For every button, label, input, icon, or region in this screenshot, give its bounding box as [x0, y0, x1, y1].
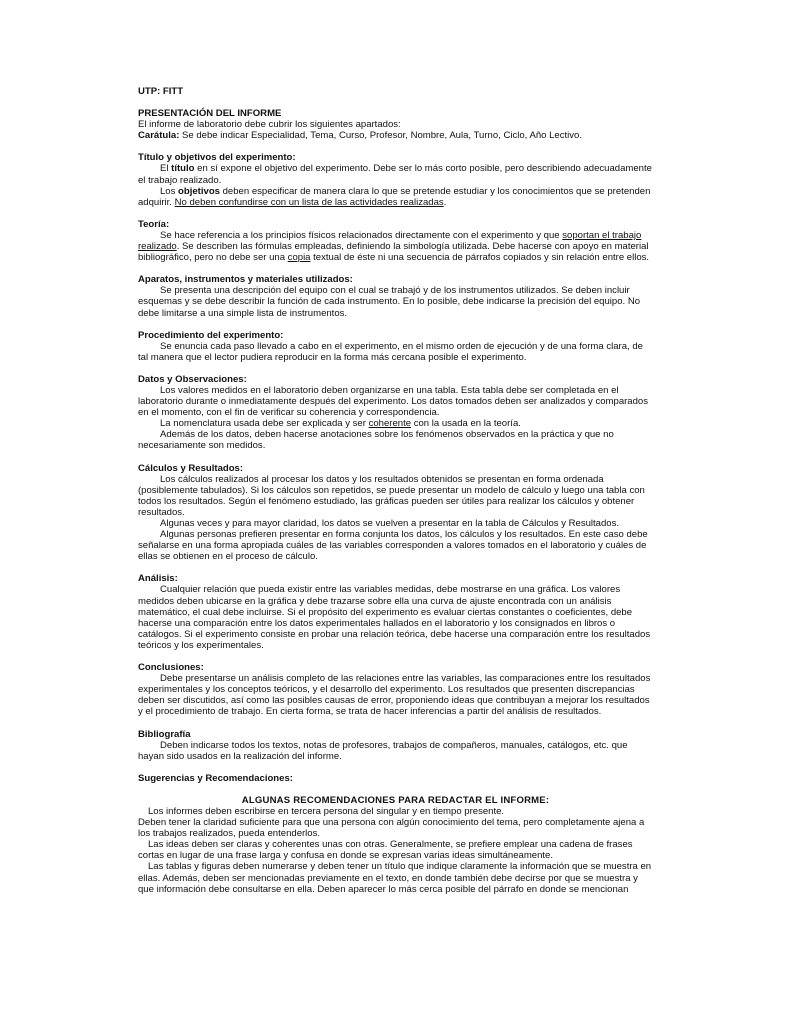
underlined-text: copia [287, 252, 311, 264]
presentacion-heading: PRESENTACIÓN DEL INFORME [138, 108, 282, 120]
titulo-paragraph-1 [138, 163, 653, 185]
conclusiones-paragraph: Debe presentarse un análisis completo de las relaciones entre las variables, las comparaciones entre los resultados experimentales y los conceptos teóricos, y el desarrollo del experimento. Los resultados que presenten discrepancias deben ser discutidos, así como las posibles causas de error, proponiendo ideas que contribuyan a mejorar los resultados y el procedimiento de trabajo. En cierta forma, se trata de hacer inferencias a partir del análisis de resultados. [138, 673, 651, 718]
calculos-paragraph-1: Los cálculos realizados al procesar los datos y los resultados obtenidos se presentan en forma ordenada (posiblemente tabulados). Si los cálculos son repetidos, se puede presentar un modelo de cálculo y luego una tabla con todos los resultados. Según el fenómeno estudiado, las gráficas pueden ser útiles para realizar los cálculos y obtener resultados. [138, 473, 645, 518]
teoria-paragraph [138, 230, 653, 263]
text-run: . [443, 196, 447, 208]
aparatos-heading: Aparatos, instrumentos y materiales utilizados: [138, 274, 353, 286]
recomendaciones-paragraph-2: Deben tener la claridad suficiente para que una persona con algún conocimiento del tema, pero completamente ajena a los trabajos realizados, pueda entenderlos. [138, 817, 645, 840]
calculos-paragraph-3: Algunas personas prefieren presentar en forma conjunta los datos, los cálculos y los resultados. En este caso debe señalarse en una forma apropiada cuáles de las variables corresponden a valores tomados en el laboratorio y cuáles de ellas se obtienen en el proceso de cálculo. [138, 529, 648, 563]
recomendaciones-heading: ALGUNAS RECOMENDACIONES PARA REDACTAR EL INFORME: [241, 794, 550, 806]
text-run: deben especificar de manera clara lo que se pretende estudiar y los conocimientos que se pretenden adquirir. [138, 185, 651, 208]
aparatos-paragraph: Se presenta una descripción del equipo con el cual se trabajó y de los instrumentos utilizados. Se deben incluir esquemas y se debe describir la función de cada instrumento. En lo posible, debe indicarse la precisión del equipo. No debe limitarse a una simple lista de instrumentos. [138, 285, 641, 319]
titulo-paragraph-2 [138, 186, 653, 208]
bold-term: título [171, 163, 195, 175]
bibliografia-heading: Bibliografía [138, 728, 191, 740]
text-run: . Se describen las fórmulas empleadas, definiendo la simbología utilizada. Debe hacerse con apoyo en material bibliográfico, pero no debe ser una [138, 241, 649, 264]
calculos-paragraph-2: Algunas veces y para mayor claridad, los datos se vuelven a presentar en la tabla de Cálculos y Resultados. [160, 518, 620, 529]
text-run: La nomenclatura usada debe ser explicada y ser [160, 418, 369, 430]
recomendaciones-paragraph-3: Las ideas deben ser claras y coherentes unas con otras. Generalmente, se prefiere emplear una cadena de frases cortas en lugar de una frase larga y confusa en donde se expresan varias ideas simultáneamente. [138, 839, 633, 862]
text-run: textual de éste ni una secuencia de párrafos copiados y sin relación entre ellos. [310, 252, 650, 264]
text-run: Se hace referencia a los principios físicos relacionados directamente con el experimento y que [160, 229, 563, 241]
text-run: Los [160, 185, 179, 197]
text-run: El [160, 163, 172, 175]
underlined-text: soportan el trabajo realizado [138, 229, 642, 253]
caratula-text: Se debe indicar Especialidad, Tema, Curso, Profesor, Nombre, Aula, Turno, Ciclo, Año Lectivo. [179, 130, 582, 142]
presentacion-intro: El informe de laboratorio debe cubrir los siguientes apartados: [138, 119, 401, 131]
analisis-heading: Análisis: [138, 573, 178, 585]
teoria-heading: Teoría: [138, 218, 170, 230]
datos-paragraph-2 [138, 418, 653, 429]
datos-paragraph-1: Los valores medidos en el laboratorio deben organizarse en una tabla. Esta tabla debe ser completada en el laboratorio durante o inmediatamente después del experimento. Los datos tomados deben ser analizados y comparados en el momento, con el fin de verificar su coherencia y correspondencia. [138, 384, 649, 419]
conclusiones-heading: Conclusiones: [138, 662, 204, 674]
text-run: en sí expone el objetivo del experimento. Debe ser lo más corto posible, pero describiendo adecuadamente el trabajo realizado. [138, 163, 652, 186]
underlined-text: coherente [368, 418, 412, 430]
analisis-paragraph: Cualquier relación que pueda existir entre las variables medidas, debe mostrarse en una gráfica. Los valores medidos deben ubicarse en la gráfica y debe trazarse sobre ella una curva de ajuste encontrada con un análisis matemático, el cual debe incluirse. Si el propósito del experimento es evaluar ciertas constantes o coeficientes, debe hacerse una comparación entre los datos experimentales hallados en el laboratorio y los consignados en libros o catálogos. Si el experimento consiste en probar una relación teórica, debe hacerse una comparación entre los resultados teóricos y los experimentales. [138, 584, 651, 651]
sugerencias-heading: Sugerencias y Recomendaciones: [138, 772, 293, 784]
text-run: con la usada en la teoría. [411, 418, 521, 430]
bibliografia-paragraph: Deben indicarse todos los textos, notas de profesores, trabajos de compañeros, manuales, catálogos, etc. que hayan sido usados en la realización del informe. [138, 739, 628, 762]
procedimiento-heading: Procedimiento del experimento: [138, 329, 284, 341]
underlined-text: No deben confundirse con un lista de las actividades realizadas [174, 196, 444, 208]
procedimiento-paragraph: Se enuncia cada paso llevado a cabo en el experimento, en el mismo orden de ejecución y de una forma clara, de tal manera que el lector pudiera reproducir en la forma más cercana posible el experimento. [138, 340, 643, 363]
document-header: UTP: FITT [138, 86, 184, 97]
recomendaciones-paragraph-4: Las tablas y figuras deben numerarse y deben tener un título que indique claramente la información que se muestra en ellas. Además, deben ser mencionadas previamente en el texto, en donde también debe decirse por que se muestra y que información debe consultarse en ella. Deben aparecer lo más cerca posible del párrafo en donde se mencionan [138, 861, 652, 895]
bold-term: objetivos [178, 185, 220, 197]
recomendaciones-paragraph-1: Los informes deben escribirse en tercera persona del singular y en tiempo presente. [148, 805, 505, 817]
datos-heading: Datos y Observaciones: [138, 373, 247, 385]
caratula-label: Carátula: [138, 130, 180, 142]
datos-paragraph-3: Además de los datos, deben hacerse anotaciones sobre los fenómenos observados en la práctica y que no necesariamente son medidos. [138, 429, 614, 452]
caratula-paragraph [138, 130, 653, 141]
calculos-heading: Cálculos y Resultados: [138, 462, 244, 474]
titulo-heading: Título y objetivos del experimento: [138, 152, 296, 164]
